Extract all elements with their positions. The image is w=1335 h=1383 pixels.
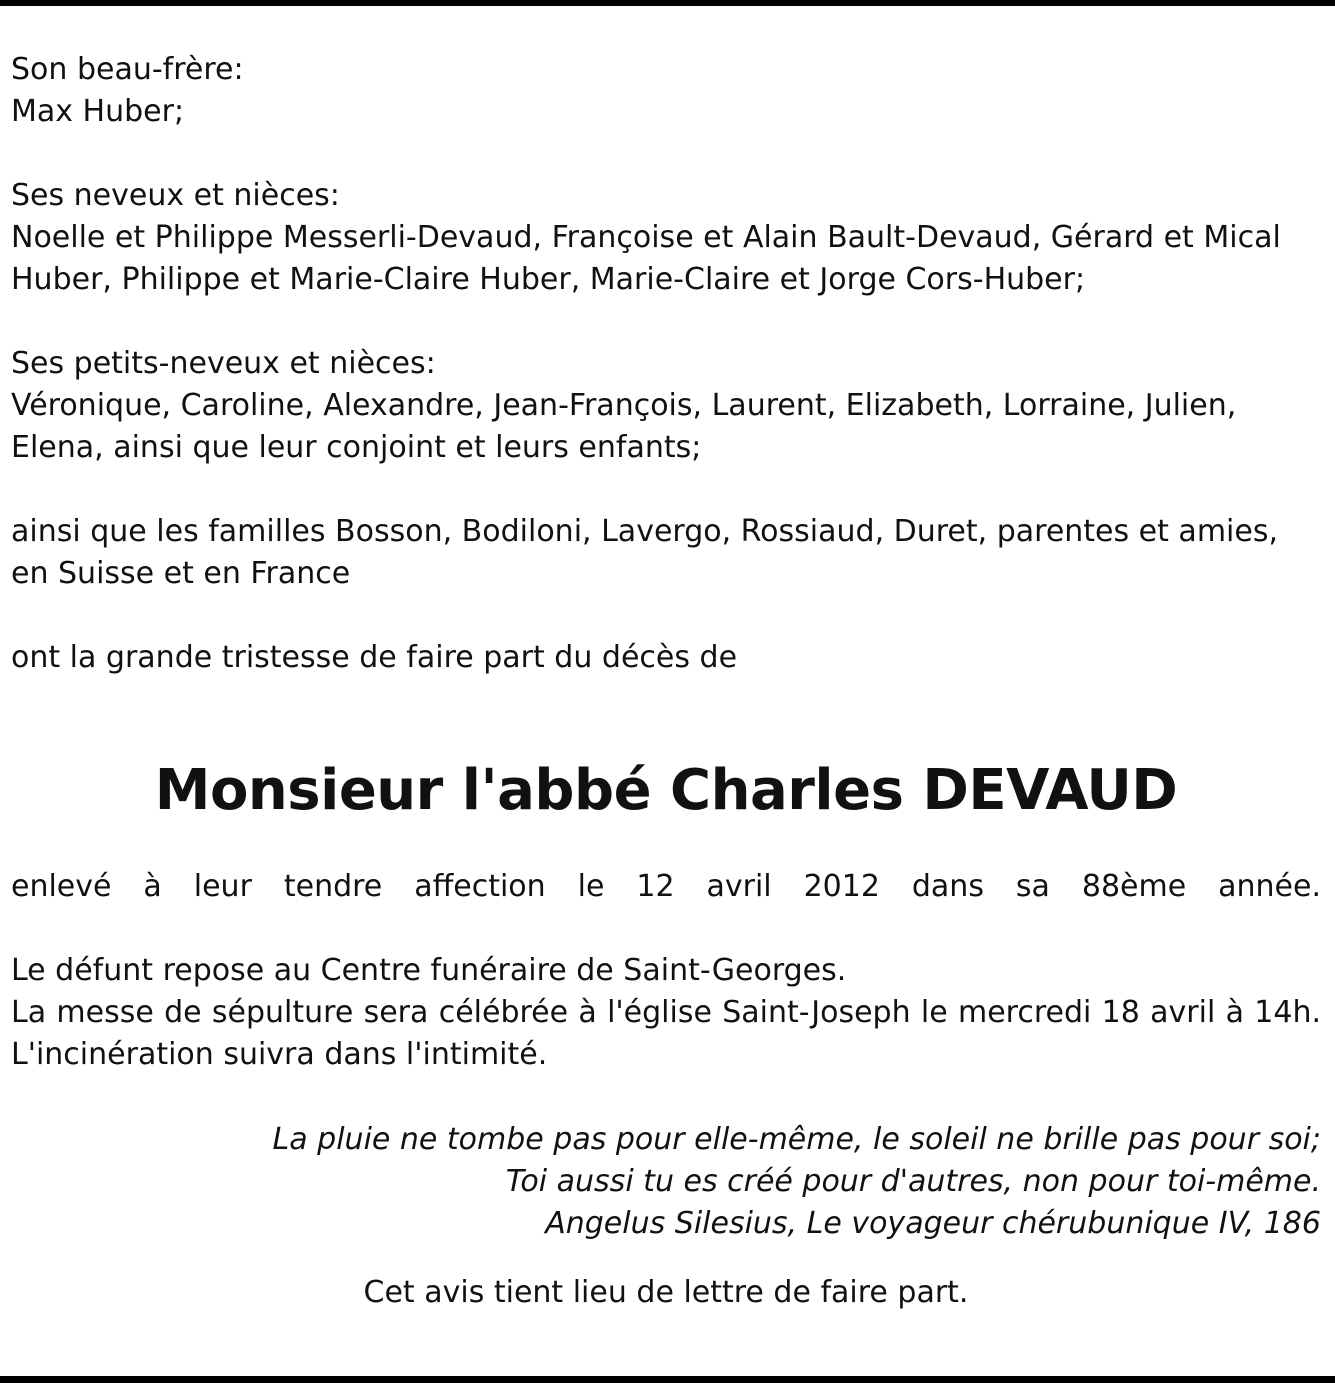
nephews-section [11, 175, 1321, 301]
grand-nephews-names: Véronique, Caroline, Alexandre, Jean-François, Laurent, Elizabeth, Lorraine, Julien, Elena, ainsi que leur conjoint et leurs enfants; [11, 388, 1237, 465]
families-text: ainsi que les familles Bosson, Bodiloni, Lavergo, Rossiaud, Duret, parentes et amies, en Suisse et en France [11, 514, 1279, 591]
announcement-section [11, 637, 1321, 679]
brother-in-law-heading: Son beau-frère: [11, 52, 244, 87]
bottom-border-rule [0, 1376, 1335, 1383]
arrangements-line-2: La messe de sépulture sera célébrée à l'église Saint-Joseph le mercredi 18 avril à 14h. L'incinération suivra dans l'intimité. [11, 995, 1321, 1072]
nephews-heading: Ses neveux et nièces: [11, 178, 340, 213]
top-border-rule [0, 0, 1335, 6]
arrangements-line-1: Le défunt repose au Centre funéraire de Saint-Georges. [11, 953, 847, 988]
brother-in-law-section [11, 49, 1321, 133]
families-section [11, 511, 1321, 595]
grand-nephews-heading: Ses petits-neveux et nièces: [11, 346, 436, 381]
quote-attribution: Angelus Silesius, Le voyageur chérubunique IV, 186 [545, 1206, 1321, 1241]
grand-nephews-section [11, 343, 1321, 469]
closing-note: Cet avis tient lieu de lettre de faire part. [363, 1275, 969, 1310]
brother-in-law-names: Max Huber; [11, 94, 185, 129]
quote-line-1: La pluie ne tombe pas pour elle-même, le soleil ne brille pas pour soi; [272, 1122, 1321, 1157]
passing-line: enlevé à leur tendre affection le 12 avril 2012 dans sa 88ème année. [11, 869, 1321, 904]
arrangements-section [11, 950, 1321, 1076]
quote-block [11, 1119, 1321, 1245]
announcement-text: ont la grande tristesse de faire part du décès de [11, 640, 738, 675]
obituary-notice [11, 49, 1321, 1314]
deceased-name: Monsieur l'abbé Charles DEVAUD [154, 758, 1178, 823]
nephews-names: Noelle et Philippe Messerli-Devaud, Françoise et Alain Bault-Devaud, Gérard et Mical Huber, Philippe et Marie-Claire Huber, Marie-Claire et Jorge Cors-Huber; [11, 220, 1281, 297]
quote-line-2: Toi aussi tu es créé pour d'autres, non pour toi-même. [505, 1164, 1321, 1199]
